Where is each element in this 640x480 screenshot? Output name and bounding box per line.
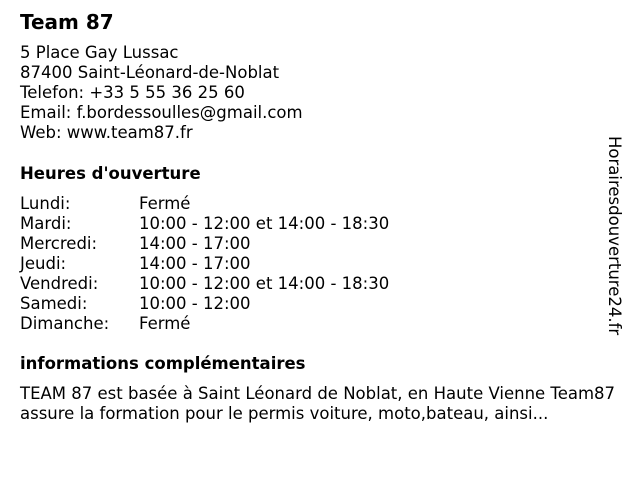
hours-heading: Heures d'ouverture <box>20 164 201 183</box>
day-label: Jeudi: <box>20 254 67 273</box>
day-hours: 10:00 - 12:00 et 14:00 - 18:30 <box>139 274 390 293</box>
website-link[interactable]: Web: www.team87.fr <box>20 123 193 142</box>
day-hours: 14:00 - 17:00 <box>139 234 251 253</box>
hours-row-dimanche <box>20 314 389 334</box>
email-address[interactable]: Email: f.bordessoulles@gmail.com <box>20 103 303 122</box>
hours-row-vendredi <box>20 274 389 294</box>
day-label: Dimanche: <box>20 314 110 333</box>
info-heading: informations complémentaires <box>20 354 306 373</box>
hours-row-mardi <box>20 214 389 234</box>
day-hours: Fermé <box>139 194 191 213</box>
address-line-2: 87400 Saint-Léonard-de-Noblat <box>20 63 280 82</box>
opening-hours-table <box>20 194 389 334</box>
hours-row-lundi <box>20 194 389 214</box>
day-label: Mercredi: <box>20 234 98 253</box>
day-hours: 14:00 - 17:00 <box>139 254 251 273</box>
hours-row-jeudi <box>20 254 389 274</box>
phone-number[interactable]: Telefon: +33 5 55 36 25 60 <box>20 83 245 102</box>
day-hours: Fermé <box>139 314 191 333</box>
day-hours: 10:00 - 12:00 <box>139 294 251 313</box>
hours-row-samedi <box>20 294 389 314</box>
brand-watermark: Horairesdouverture24.fr <box>605 136 624 336</box>
business-name: Team 87 <box>20 10 114 34</box>
day-hours: 10:00 - 12:00 et 14:00 - 18:30 <box>139 214 390 233</box>
address-line-1: 5 Place Gay Lussac <box>20 43 179 62</box>
hours-row-mercredi <box>20 234 389 254</box>
contact-block <box>20 43 303 143</box>
day-label: Mardi: <box>20 214 72 233</box>
day-label: Lundi: <box>20 194 71 213</box>
day-label: Vendredi: <box>20 274 99 293</box>
day-label: Samedi: <box>20 294 88 313</box>
info-description: TEAM 87 est basée à Saint Léonard de Noblat, en Haute Vienne Team87 assure la formation pour le permis voiture, moto,bateau, ainsi... <box>20 384 616 423</box>
